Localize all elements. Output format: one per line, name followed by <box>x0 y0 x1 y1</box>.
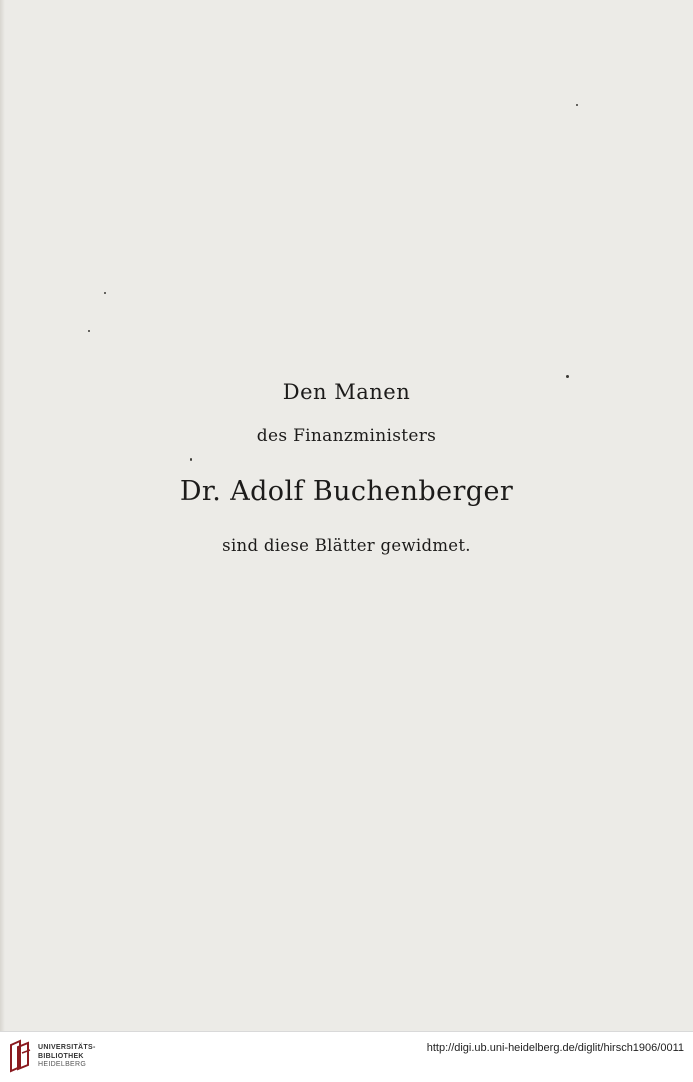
permalink-url[interactable]: http://digi.ub.uni-heidelberg.de/diglit/hirsch1906/0011 <box>426 1042 684 1054</box>
library-logo-text[interactable] <box>38 1044 96 1070</box>
ink-speck <box>88 330 90 332</box>
logo-line-3: HEIDELBERG <box>38 1061 87 1068</box>
footer-bar <box>0 1031 693 1082</box>
dedication-line-1: Den Manen <box>282 380 411 404</box>
ink-speck <box>190 458 192 461</box>
ink-speck <box>576 104 578 106</box>
page-edge <box>0 0 5 1031</box>
dedication-name: Dr. Adolf Buchenberger <box>179 476 514 507</box>
dedication-line-2: des Finanzministers <box>256 426 437 446</box>
library-logo-icon[interactable] <box>8 1039 32 1073</box>
dedication-line-4: sind diese Blätter gewidmet. <box>222 536 471 555</box>
ink-speck <box>566 375 569 378</box>
ink-speck <box>104 292 106 294</box>
logo-line-1: UNIVERSITÄTS- <box>38 1044 96 1051</box>
logo-line-2: BIBLIOTHEK <box>38 1052 84 1060</box>
